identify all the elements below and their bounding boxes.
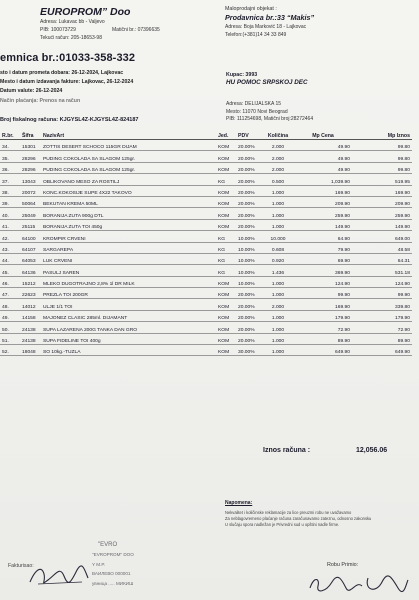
cell-jed: KG: [216, 265, 236, 276]
cell-kolicina: 1.436: [262, 265, 294, 276]
stamp-line: увница ..... МИКИШ: [92, 581, 134, 586]
seller-pib: PIB: 100073729: [40, 27, 76, 33]
cell-jed: KOM: [216, 162, 236, 173]
cell-mp-iznos: 531.18: [352, 265, 412, 276]
cell-sifra: 64053: [20, 253, 41, 264]
cell-kolicina: 1.000: [262, 208, 294, 219]
cell-jed: KOM: [216, 196, 236, 207]
cell-pdv: 30.00%: [236, 345, 262, 356]
header-sifra: Šifra: [20, 132, 41, 140]
cell-rbr: 35.: [0, 151, 20, 162]
cell-jed: KOM: [216, 208, 236, 219]
customer-ids: PIB: 111254698, Matični broj:28272464: [226, 116, 314, 123]
place-line: Mesto i datum izdavanja fakture: Lajkovac, 26-12-2024: [0, 79, 134, 85]
table-row: [0, 174, 412, 185]
cell-mp-cena: 1,039.90: [294, 174, 352, 185]
cell-pdv: 10.00%: [236, 242, 262, 253]
cell-pdv: 20.00%: [236, 151, 262, 162]
table-row: [0, 333, 412, 344]
cell-pdv: 20.00%: [236, 322, 262, 333]
cell-jed: KOM: [216, 299, 236, 310]
cell-mp-cena: 259.90: [294, 208, 352, 219]
cell-pdv: 10.00%: [236, 276, 262, 287]
table-row: [0, 276, 412, 287]
cell-mp-iznos: 649.00: [352, 231, 412, 242]
cell-rbr: 38.: [0, 185, 20, 196]
cell-sifra: 28296: [20, 162, 41, 173]
cell-mp-iznos: 99.90: [352, 288, 412, 299]
cell-pdv: 20.00%: [236, 140, 262, 151]
cell-mp-iznos: 72.90: [352, 322, 412, 333]
cell-sifra: 15212: [20, 276, 41, 287]
cell-jed: KOM: [216, 219, 236, 230]
cell-naziv: MLEKO DUGOTRAJNO 2,8% 1l DR MILK: [41, 276, 216, 287]
cell-jed: KOM: [216, 151, 236, 162]
customer-name: HU POMOC SRPSKOJ DEC: [226, 79, 308, 86]
store-label: Maloprodajni objekat :: [225, 6, 277, 12]
cell-kolicina: 1.000: [262, 276, 294, 287]
cell-jed: KOM: [216, 333, 236, 344]
cell-rbr: 52.: [0, 345, 20, 356]
cell-rbr: 37.: [0, 174, 20, 185]
customer-city: Mesto: 11070 Novi Beograd: [226, 108, 288, 115]
cell-pdv: 20.00%: [236, 208, 262, 219]
cell-sifra: 22623: [20, 288, 41, 299]
cell-jed: KOM: [216, 276, 236, 287]
cell-kolicina: 1.000: [262, 310, 294, 321]
cell-jed: KG: [216, 253, 236, 264]
cell-jed: KOM: [216, 288, 236, 299]
cell-sifra: 14158: [20, 310, 41, 321]
cell-kolicina: 0.608: [262, 242, 294, 253]
cell-naziv: SARGAREPA: [41, 242, 216, 253]
received-by-label: Robu Primio:: [327, 562, 359, 568]
cell-naziv: PASULJ SAREN: [41, 265, 216, 276]
cell-rbr: 44.: [0, 253, 20, 264]
seller-address: Adresa: Lukavac bb - Valjevo: [40, 19, 105, 25]
cell-sifra: 15301: [20, 140, 41, 151]
table-row: [0, 219, 412, 230]
table-row: [0, 162, 412, 173]
cell-pdv: 20.00%: [236, 196, 262, 207]
stamp-line: Y M.P.: [92, 562, 106, 567]
cell-naziv: SUPA FIDELINE TOI 400g: [41, 333, 216, 344]
cell-mp-cena: 369.90: [294, 265, 352, 276]
cell-mp-cena: 149.90: [294, 219, 352, 230]
header-rbr: R.br.: [0, 132, 20, 140]
total-label: Iznos računa :: [263, 447, 311, 454]
cell-mp-cena: 89.90: [294, 333, 352, 344]
cell-mp-cena: 179.90: [294, 310, 352, 321]
cell-naziv: PUDING COKOLADA SA SLAGOM 125gr.: [41, 162, 216, 173]
items-table: [0, 132, 412, 356]
cell-rbr: 45.: [0, 265, 20, 276]
cell-sifra: 25049: [20, 208, 41, 219]
cell-rbr: 42.: [0, 231, 20, 242]
cell-mp-iznos: 649.90: [352, 345, 412, 356]
cell-kolicina: 0.920: [262, 253, 294, 264]
customer-address-block: [226, 101, 313, 124]
table-row: [0, 299, 412, 310]
cell-rbr: 47.: [0, 288, 20, 299]
cell-mp-iznos: 209.90: [352, 196, 412, 207]
cell-sifra: 64107: [20, 242, 41, 253]
note-line: U slučaju spora nadležan je Privredni sud u opštini nadle firme.: [225, 522, 340, 527]
table-row: [0, 322, 412, 333]
cell-mp-iznos: 519.95: [352, 174, 412, 185]
cell-kolicina: 0.500: [262, 174, 294, 185]
cell-mp-cena: 72.90: [294, 322, 352, 333]
cell-jed: KG: [216, 231, 236, 242]
cell-jed: KOM: [216, 310, 236, 321]
cell-rbr: 50.: [0, 322, 20, 333]
header-jed: Jed.: [216, 132, 236, 140]
cell-jed: KG: [216, 174, 236, 185]
store-phone: Telefon:(+381)14 34 33 849: [225, 32, 287, 38]
cell-kolicina: 1.000: [262, 333, 294, 344]
cell-mp-iznos: 64.31: [352, 253, 412, 264]
cell-sifra: 24138: [20, 322, 41, 333]
cell-rbr: 34.: [0, 140, 20, 151]
cell-kolicina: 1.000: [262, 185, 294, 196]
cell-kolicina: 2.000: [262, 162, 294, 173]
cell-rbr: 41.: [0, 219, 20, 230]
customer-block: [226, 72, 308, 86]
cell-jed: KOM: [216, 322, 236, 333]
header-kolicina: Količina: [262, 132, 294, 140]
cell-mp-cena: 209.90: [294, 196, 352, 207]
due-line: Datum valute: 26-12-2024: [0, 88, 63, 94]
cell-mp-cena: 49.90: [294, 140, 352, 151]
total-value: 12,056.06: [356, 447, 388, 454]
table-header-row: [0, 132, 412, 140]
cell-sifra: 14012: [20, 299, 41, 310]
cell-mp-cena: 169.90: [294, 299, 352, 310]
store-address: Adresa: Boja Marković 18 - Lajkovac: [225, 24, 307, 30]
cell-jed: KG: [216, 242, 236, 253]
cell-sifra: 18048: [20, 345, 41, 356]
fiscal-line: Broj fiskalnog računa: KJGYSL4Z-KJGYSL4Z-824187: [0, 117, 139, 123]
items-table-wrap: [0, 132, 412, 356]
cell-pdv: 20.00%: [236, 219, 262, 230]
cell-mp-iznos: 99.80: [352, 151, 412, 162]
cell-naziv: SUPA LAZARENA 200G TANKA DAN GRO: [41, 322, 216, 333]
notes-title: Napomena:: [225, 500, 253, 506]
received-by-signature: [306, 570, 411, 598]
cell-kolicina: 1.000: [262, 345, 294, 356]
cell-sifra: 64136: [20, 265, 41, 276]
note-line: Za neblagovremeno plaćanje računa zaračunavamo zateznu, odnosno zakonsku: [225, 516, 372, 521]
invoiced-by-label: Fakturisao:: [8, 563, 34, 569]
cell-rbr: 46.: [0, 276, 20, 287]
table-row: [0, 310, 412, 321]
stamp-line: "EVROPROM" DOO: [92, 552, 134, 557]
cell-mp-iznos: 99.80: [352, 162, 412, 173]
cell-mp-iznos: 339.80: [352, 299, 412, 310]
customer-id: Kupac: 3993: [226, 72, 258, 78]
cell-mp-cena: 124.90: [294, 276, 352, 287]
store-block: [225, 6, 314, 38]
note-line: Nekvalitet i količinske reklamacije za lice preuzmi robu ne uvažavamo: [225, 510, 352, 515]
cell-naziv: BORANIJA ZUTA 900g DTL: [41, 208, 216, 219]
cell-mp-iznos: 124.90: [352, 276, 412, 287]
total-row: [263, 447, 388, 454]
seller-name: EUROPROM” Doo: [40, 6, 131, 18]
cell-sifra: 25115: [20, 219, 41, 230]
cell-pdv: 10.00%: [236, 265, 262, 276]
cell-jed: KOM: [216, 185, 236, 196]
cell-kolicina: 1.000: [262, 322, 294, 333]
cell-sifra: 64100: [20, 231, 41, 242]
cell-sifra: 13043: [20, 174, 41, 185]
cell-sifra: 50064: [20, 196, 41, 207]
cell-mp-iznos: 259.90: [352, 208, 412, 219]
header-mp-iznos: Mp Iznos: [352, 132, 412, 140]
table-row: [0, 140, 412, 151]
cell-mp-iznos: 89.90: [352, 333, 412, 344]
cell-jed: KOM: [216, 345, 236, 356]
cell-kolicina: 2.000: [262, 140, 294, 151]
cell-sifra: 28296: [20, 151, 41, 162]
cell-pdv: 20.00%: [236, 185, 262, 196]
cell-rbr: 40.: [0, 208, 20, 219]
cell-naziv: SO 10kg.-TUZLA: [41, 345, 216, 356]
cell-mp-cena: 69.90: [294, 253, 352, 264]
cell-pdv: 20.00%: [236, 288, 262, 299]
cell-jed: KOM: [216, 140, 236, 151]
cell-sifra: 20072: [20, 185, 41, 196]
cell-kolicina: 1.000: [262, 219, 294, 230]
cell-pdv: 20.00%: [236, 333, 262, 344]
cell-mp-cena: 649.90: [294, 345, 352, 356]
cell-pdv: 10.00%: [236, 253, 262, 264]
cell-mp-cena: 169.90: [294, 185, 352, 196]
cell-naziv: BORANIJA ZUTA TOI 450g: [41, 219, 216, 230]
cell-naziv: KONC.KOKOSIJE SUPE 4X22 TAKOVO: [41, 185, 216, 196]
cell-pdv: 10.00%: [236, 231, 262, 242]
cell-rbr: 49.: [0, 310, 20, 321]
cell-mp-cena: 49.90: [294, 162, 352, 173]
cell-mp-iznos: 149.90: [352, 219, 412, 230]
cell-pdv: 20.00%: [236, 162, 262, 173]
cell-pdv: 20.00%: [236, 174, 262, 185]
cell-naziv: ZOTTIS DESERT SCHOCO 115GR DIJAM: [41, 140, 216, 151]
cell-mp-cena: 79.90: [294, 242, 352, 253]
date-line: sto i datum prometa dobara: 26-12-2024, Lajkovac: [0, 70, 124, 76]
seller-mb: Matični br.: 07396635: [112, 27, 160, 33]
customer-address: Adresa: DELIJALSKA 15: [226, 101, 282, 107]
cell-mp-iznos: 48.58: [352, 242, 412, 253]
table-row: [0, 231, 412, 242]
cell-kolicina: 2.000: [262, 151, 294, 162]
seller-account: Tekući račun: 205-18653-98: [40, 35, 102, 41]
cell-mp-cena: 49.90: [294, 151, 352, 162]
cell-rbr: 43.: [0, 242, 20, 253]
company-stamp: [90, 540, 225, 595]
cell-mp-cena: 64.90: [294, 231, 352, 242]
store-name: Prodavnica br.:33 “Makis”: [225, 13, 315, 22]
table-body: [0, 140, 412, 356]
cell-naziv: PREZLA TOI 200GR: [41, 288, 216, 299]
cell-sifra: 24138: [20, 333, 41, 344]
cell-kolicina: 1.000: [262, 196, 294, 207]
table-row: [0, 265, 412, 276]
cell-mp-iznos: 179.90: [352, 310, 412, 321]
cell-rbr: 48.: [0, 299, 20, 310]
table-row: [0, 288, 412, 299]
table-row: [0, 242, 412, 253]
cell-kolicina: 2.000: [262, 299, 294, 310]
cell-naziv: MAJONEZ CLASIC 285ml. DIJAMANT: [41, 310, 216, 321]
stamp-line: "EVRO: [98, 542, 118, 548]
table-row: [0, 185, 412, 196]
document-title: emnica br.:01033-358-332: [0, 52, 136, 64]
cell-naziv: PUDING COKOLADA SA SLAGOM 125gr.: [41, 151, 216, 162]
cell-mp-iznos: 99.80: [352, 140, 412, 151]
table-row: [0, 253, 412, 264]
cell-naziv: KROMPIR CRVENI: [41, 231, 216, 242]
cell-rbr: 51.: [0, 333, 20, 344]
cell-naziv: BEKUTAN KREMA 50ML: [41, 196, 216, 207]
header-mp-cena: Mp Cena: [294, 132, 352, 140]
cell-rbr: 39.: [0, 196, 20, 207]
cell-naziv: OBLIKOVANO MESO ZA ROSTILJ: [41, 174, 216, 185]
cell-pdv: 20.00%: [236, 299, 262, 310]
cell-naziv: LUK CRVENI: [41, 253, 216, 264]
payment-line: Način plaćanja: Prenos na račun: [0, 98, 81, 104]
invoiced-by-signature: [26, 560, 96, 590]
cell-pdv: 20.00%: [236, 310, 262, 321]
table-row: [0, 208, 412, 219]
cell-kolicina: 10.000: [262, 231, 294, 242]
table-row: [0, 151, 412, 162]
cell-kolicina: 1.000: [262, 288, 294, 299]
table-row: [0, 196, 412, 207]
cell-naziv: ULJE 1/1 TOI: [41, 299, 216, 310]
cell-mp-cena: 99.90: [294, 288, 352, 299]
cell-mp-iznos: 169.90: [352, 185, 412, 196]
header-pdv: PDV: [236, 132, 262, 140]
cell-rbr: 36.: [0, 162, 20, 173]
header-naziv: NazivArt: [41, 132, 216, 140]
stamp-line: ВАИЛЕВО 000001: [92, 571, 131, 576]
table-row: [0, 345, 412, 356]
